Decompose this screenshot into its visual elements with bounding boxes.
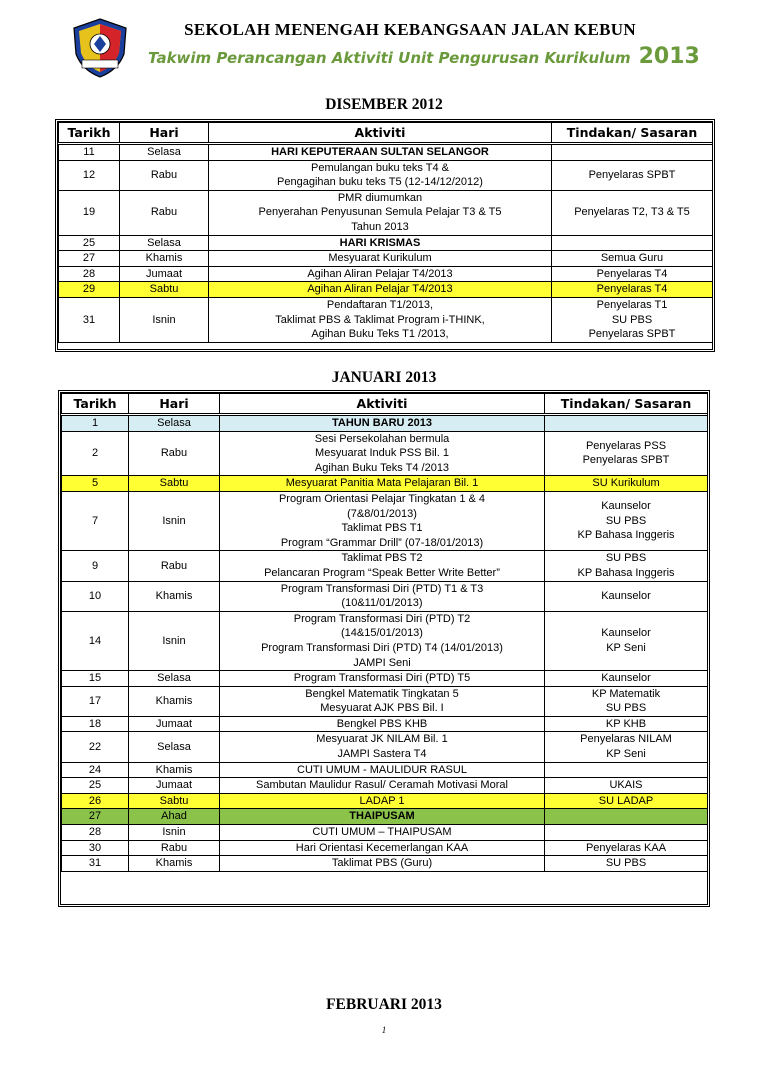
activity-line: Sesi Persekolahan bermula	[314, 432, 450, 445]
action-line: Penyelaras SPBT	[588, 168, 676, 181]
date-cell: 30	[62, 840, 129, 856]
date-cell: 7	[62, 491, 129, 550]
day-cell: Isnin	[120, 297, 209, 342]
action-line: KP Bahasa Inggeris	[577, 529, 675, 542]
action-cell	[545, 671, 708, 687]
action-line	[547, 825, 705, 840]
activity-line: Mesyuarat AJK PBS Bil. I	[320, 702, 444, 715]
activity-line: CUTI UMUM – THAIPUSAM	[312, 826, 452, 839]
activity-cell	[209, 144, 552, 161]
activity-line: Pemulangan buku teks T4 &	[311, 161, 449, 174]
day-cell: Rabu	[129, 431, 220, 476]
day-cell: Khamis	[129, 856, 220, 872]
activity-cell	[220, 793, 545, 809]
action-line: Kaunselor	[601, 672, 651, 685]
action-line: Penyelaras T4	[596, 267, 668, 280]
activity-cell	[209, 235, 552, 251]
table-row	[62, 551, 708, 581]
action-line: KP Seni	[606, 748, 646, 761]
action-cell	[545, 856, 708, 872]
action-cell	[545, 809, 708, 825]
day-cell: Khamis	[120, 251, 209, 267]
activity-line: Agihan Buku Teks T1 /2013,	[311, 328, 449, 341]
table-row	[62, 856, 708, 872]
table-row	[62, 476, 708, 492]
activity-line: Hari Orientasi Kecemerlangan KAA	[295, 841, 469, 854]
col-header-date: Tarikh	[62, 394, 129, 415]
date-cell: 17	[62, 686, 129, 716]
day-cell: Jumaat	[129, 716, 220, 732]
activity-line: Tahun 2013	[351, 220, 409, 233]
subtitle-year: 2013	[638, 44, 700, 69]
date-cell: 25	[59, 235, 120, 251]
action-line	[554, 145, 710, 160]
action-cell	[552, 144, 713, 161]
activity-cell	[220, 491, 545, 550]
date-cell: 29	[59, 282, 120, 298]
date-cell: 15	[62, 671, 129, 687]
action-cell	[552, 251, 713, 267]
day-cell: Sabtu	[129, 476, 220, 492]
action-cell	[545, 431, 708, 476]
activity-cell	[220, 431, 545, 476]
table-row	[59, 266, 713, 282]
table-header-row	[62, 394, 708, 415]
action-line: KP Seni	[606, 641, 646, 654]
activity-cell	[209, 282, 552, 298]
action-cell	[552, 160, 713, 190]
table-row	[62, 491, 708, 550]
day-cell: Isnin	[129, 825, 220, 841]
activity-line: Bengkel Matematik Tingkatan 5	[305, 687, 459, 700]
action-line: SU PBS	[611, 313, 653, 326]
action-cell	[545, 476, 708, 492]
col-header-action: Tindakan/ Sasaran	[545, 394, 708, 415]
action-line	[547, 416, 705, 431]
day-cell: Rabu	[120, 160, 209, 190]
action-cell	[545, 762, 708, 778]
action-cell	[552, 235, 713, 251]
table-row	[62, 840, 708, 856]
activity-cell	[209, 266, 552, 282]
col-header-day: Hari	[120, 123, 209, 144]
action-cell	[545, 778, 708, 794]
table-row	[62, 793, 708, 809]
day-cell: Ahad	[129, 809, 220, 825]
action-line	[554, 236, 710, 251]
action-line: Kaunselor	[601, 627, 651, 640]
activity-line: (14&15/01/2013)	[341, 627, 423, 640]
date-cell: 28	[62, 825, 129, 841]
action-line: Penyelaras T2, T3 & T5	[574, 206, 690, 219]
table-row	[62, 415, 708, 432]
action-line: KP Bahasa Inggeris	[577, 566, 675, 579]
day-cell: Selasa	[129, 732, 220, 762]
activity-line: JAMPI Seni	[353, 656, 411, 669]
activity-cell	[220, 809, 545, 825]
date-cell: 5	[62, 476, 129, 492]
activity-line: Mesyuarat Kurikulum	[328, 252, 432, 265]
activity-line: Mesyuarat Panitia Mata Pelajaran Bil. 1	[285, 477, 479, 490]
date-cell: 31	[59, 297, 120, 342]
day-cell: Sabtu	[120, 282, 209, 298]
activity-cell	[220, 611, 545, 670]
action-line	[547, 809, 705, 824]
action-cell	[545, 581, 708, 611]
school-crest-logo	[68, 16, 132, 80]
action-cell	[545, 732, 708, 762]
action-cell	[545, 793, 708, 809]
activity-line: Sambutan Maulidur Rasul/ Ceramah Motivasi Moral	[256, 779, 508, 792]
action-line	[547, 763, 705, 778]
action-line: SU PBS	[605, 702, 647, 715]
action-line: Kaunselor	[601, 500, 651, 513]
action-line: SU LADAP	[598, 794, 654, 807]
date-cell: 9	[62, 551, 129, 581]
activity-cell	[220, 551, 545, 581]
activity-cell	[220, 778, 545, 794]
action-cell	[545, 686, 708, 716]
activity-line: Bengkel PBS KHB	[336, 717, 428, 730]
activity-line: Agihan Aliran Pelajar T4/2013	[307, 267, 453, 280]
month-title-feb: FEBRUARI 2013	[326, 996, 442, 1013]
activity-line: THAIPUSAM	[349, 810, 415, 823]
table-row	[59, 251, 713, 267]
action-line: SU PBS	[605, 552, 647, 565]
activity-line: Program Transformasi Diri (PTD) T5	[293, 672, 471, 685]
action-cell	[552, 282, 713, 298]
activity-cell	[220, 415, 545, 432]
action-line: SU PBS	[605, 514, 647, 527]
school-name: SEKOLAH MENENGAH KEBANGSAAN JALAN KEBUN	[184, 20, 636, 39]
action-line: Semua Guru	[600, 252, 664, 265]
action-cell	[545, 611, 708, 670]
date-cell: 25	[62, 778, 129, 794]
table-row	[62, 431, 708, 476]
activity-cell	[220, 581, 545, 611]
action-line: Penyelaras KAA	[585, 841, 667, 854]
date-cell: 19	[59, 190, 120, 235]
action-line: KP KHB	[605, 717, 647, 730]
activity-line: HARI KRISMAS	[339, 236, 421, 249]
date-cell: 24	[62, 762, 129, 778]
day-cell: Khamis	[129, 581, 220, 611]
table-row	[62, 825, 708, 841]
day-cell: Khamis	[129, 686, 220, 716]
activity-cell	[220, 732, 545, 762]
activity-cell	[220, 762, 545, 778]
activity-cell	[220, 476, 545, 492]
activity-cell	[209, 251, 552, 267]
document-subtitle	[148, 44, 708, 69]
day-cell: Rabu	[129, 551, 220, 581]
activity-line: JAMPI Sastera T4	[337, 748, 427, 761]
action-line: SU PBS	[605, 857, 647, 870]
calendar-table-jan	[61, 393, 708, 872]
activity-line: Pengagihan buku teks T5 (12-14/12/2012)	[277, 176, 483, 189]
activity-cell	[220, 856, 545, 872]
activity-line: Program “Grammar Drill” (07-18/01/2013)	[280, 536, 484, 549]
action-cell	[552, 266, 713, 282]
table-row	[59, 235, 713, 251]
activity-line: (7&8/01/2013)	[347, 507, 417, 520]
subtitle-text: Takwim Perancangan Aktiviti Unit Pengurusan Kurikulum	[148, 49, 631, 67]
action-cell	[545, 415, 708, 432]
table-row	[59, 190, 713, 235]
date-cell: 31	[62, 856, 129, 872]
activity-line: Penyerahan Penyusunan Semula Pelajar T3 & T5	[258, 206, 502, 219]
activity-line: HARI KEPUTERAAN SULTAN SELANGOR	[271, 146, 489, 158]
table-header-row	[59, 123, 713, 144]
activity-line: (10&11/01/2013)	[341, 597, 423, 610]
activity-line: Pendaftaran T1/2013,	[326, 298, 434, 311]
col-header-day: Hari	[129, 394, 220, 415]
activity-line: Pelancaran Program “Speak Better Write Better”	[264, 566, 500, 579]
table-row	[59, 160, 713, 190]
date-cell: 27	[62, 809, 129, 825]
action-cell	[545, 551, 708, 581]
date-cell: 27	[59, 251, 120, 267]
activity-line: Taklimat PBS (Guru)	[331, 857, 433, 870]
day-cell: Selasa	[129, 415, 220, 432]
activity-line: Mesyuarat JK NILAM Bil. 1	[316, 733, 448, 746]
date-cell: 2	[62, 431, 129, 476]
month-title-jan: JANUARI 2013	[331, 369, 437, 386]
activity-line: Agihan Buku Teks T4 /2013	[314, 461, 450, 474]
table-row	[62, 762, 708, 778]
date-cell: 22	[62, 732, 129, 762]
action-cell	[552, 297, 713, 342]
date-cell: 14	[62, 611, 129, 670]
action-line: UKAIS	[609, 779, 643, 792]
activity-cell	[209, 160, 552, 190]
date-cell: 1	[62, 415, 129, 432]
activity-cell	[209, 297, 552, 342]
activity-cell	[220, 840, 545, 856]
activity-line: Program Transformasi Diri (PTD) T1 & T3	[280, 582, 484, 595]
table-row	[62, 732, 708, 762]
action-cell	[545, 840, 708, 856]
date-cell: 12	[59, 160, 120, 190]
action-line: Penyelaras SPBT	[588, 328, 676, 341]
activity-line: Program Transformasi Diri (PTD) T2	[293, 612, 471, 625]
col-header-action: Tindakan/ Sasaran	[552, 123, 713, 144]
table-row	[59, 297, 713, 342]
day-cell: Isnin	[129, 491, 220, 550]
activity-line: Taklimat PBS T2	[341, 552, 423, 565]
activity-cell	[220, 671, 545, 687]
table-row	[62, 611, 708, 670]
date-cell: 10	[62, 581, 129, 611]
table-row	[62, 581, 708, 611]
col-header-activity: Aktiviti	[209, 123, 552, 144]
date-cell: 28	[59, 266, 120, 282]
day-cell: Sabtu	[129, 793, 220, 809]
activity-line: TAHUN BARU 2013	[331, 417, 433, 429]
action-line: Penyelaras T1	[596, 298, 668, 311]
day-cell: Selasa	[129, 671, 220, 687]
activity-line: CUTI UMUM - MAULIDUR RASUL	[297, 763, 467, 776]
activity-cell	[220, 825, 545, 841]
day-cell: Isnin	[129, 611, 220, 670]
activity-line: Taklimat PBS T1	[341, 522, 423, 535]
activity-line: Program Transformasi Diri (PTD) T4 (14/01/2013)	[261, 641, 503, 654]
day-cell: Khamis	[129, 762, 220, 778]
table-row	[59, 144, 713, 161]
activity-line: Program Orientasi Pelajar Tingkatan 1 & 4	[278, 492, 486, 505]
action-cell	[545, 491, 708, 550]
table-row	[62, 809, 708, 825]
table-row	[59, 282, 713, 298]
table-row	[62, 671, 708, 687]
activity-line: LADAP 1	[359, 794, 405, 807]
activity-line: Taklimat PBS & Taklimat Program i-THINK,	[275, 313, 485, 326]
activity-cell	[209, 190, 552, 235]
action-cell	[552, 190, 713, 235]
day-cell: Selasa	[120, 144, 209, 161]
action-line: KP Matematik	[591, 687, 661, 700]
table-row	[62, 716, 708, 732]
date-cell: 18	[62, 716, 129, 732]
day-cell: Rabu	[129, 840, 220, 856]
activity-line: Mesyuarat Induk PSS Bil. 1	[315, 447, 449, 460]
activity-line: PMR diumumkan	[337, 191, 423, 204]
day-cell: Rabu	[120, 190, 209, 235]
action-line: Penyelaras NILAM	[580, 733, 672, 746]
col-header-activity: Aktiviti	[220, 394, 545, 415]
month-title-dec: DISEMBER 2012	[325, 96, 443, 113]
day-cell: Jumaat	[129, 778, 220, 794]
action-cell	[545, 716, 708, 732]
action-line: Penyelaras SPBT	[582, 454, 670, 467]
action-line: Penyelaras PSS	[585, 439, 667, 452]
action-line: Penyelaras T4	[596, 283, 668, 296]
calendar-table-dec	[58, 122, 713, 343]
table-row	[62, 686, 708, 716]
page-number: 1	[381, 1025, 387, 1035]
action-cell	[545, 825, 708, 841]
table-row	[62, 778, 708, 794]
day-cell: Jumaat	[120, 266, 209, 282]
activity-cell	[220, 716, 545, 732]
action-line: Kaunselor	[601, 589, 651, 602]
activity-line: Agihan Aliran Pelajar T4/2013	[307, 283, 453, 296]
date-cell: 26	[62, 793, 129, 809]
day-cell: Selasa	[120, 235, 209, 251]
date-cell: 11	[59, 144, 120, 161]
col-header-date: Tarikh	[59, 123, 120, 144]
activity-cell	[220, 686, 545, 716]
action-line: SU Kurikulum	[592, 477, 660, 490]
